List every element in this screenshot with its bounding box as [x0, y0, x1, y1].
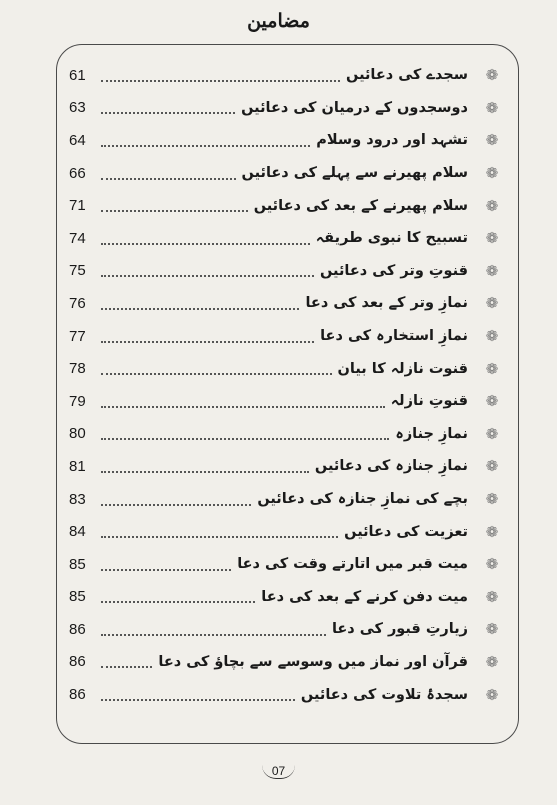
flower-ornament-icon: ❁	[485, 392, 499, 411]
toc-title: زیارتِ قبور کی دعا	[331, 621, 468, 638]
toc-title: نمازِ وتر کے بعد کی دعا	[305, 295, 468, 312]
dot-leader	[101, 372, 332, 375]
dot-leader	[101, 698, 295, 701]
dot-leader	[101, 111, 235, 114]
toc-page-number: 84	[69, 523, 86, 541]
toc-entry	[57, 581, 518, 614]
toc-title: تعزیت کی دعائیں	[344, 523, 468, 540]
toc-title: سلام پھیرنے سے پہلے کی دعائیں	[241, 165, 468, 182]
toc-page-number: 80	[69, 425, 86, 443]
dot-leader	[101, 144, 310, 147]
page-title: مضامین	[247, 10, 310, 32]
flower-ornament-icon: ❁	[485, 131, 499, 150]
toc-page-number: 64	[69, 131, 86, 149]
toc-title: نمازِ جنازہ کی دعائیں	[314, 458, 468, 475]
flower-ornament-icon: ❁	[485, 620, 499, 639]
toc-title: دوسجدوں کے درمیان کی دعائیں	[241, 99, 468, 116]
dot-leader	[101, 274, 314, 277]
dot-leader	[101, 470, 309, 473]
toc-title: قنوتِ نازلہ	[390, 393, 468, 410]
dot-leader	[101, 535, 338, 538]
page-number-footer	[0, 760, 557, 779]
toc-entry	[57, 418, 518, 451]
toc-entry	[57, 352, 518, 385]
flower-ornament-icon: ❁	[485, 457, 499, 476]
toc-page-number: 66	[69, 164, 86, 182]
dot-leader	[101, 340, 314, 343]
toc-entry	[57, 450, 518, 483]
toc-title: میت قبر میں اتارتے وقت کی دعا	[237, 556, 468, 573]
toc-title: میت دفن کرنے کے بعد کی دعا	[261, 588, 468, 605]
toc-page-number: 61	[69, 66, 86, 84]
flower-ornament-icon: ❁	[485, 359, 499, 378]
table-of-contents	[57, 59, 518, 711]
dot-leader	[101, 242, 310, 245]
toc-title: تسبیح کا نبوی طریقہ	[315, 230, 468, 247]
flower-ornament-icon: ❁	[485, 327, 499, 346]
toc-page-number: 76	[69, 294, 86, 312]
toc-frame	[56, 44, 519, 744]
toc-page-number: 77	[69, 327, 86, 345]
toc-entry	[57, 157, 518, 190]
toc-title: نمازِ جنازہ	[395, 425, 468, 442]
toc-title: سجدۂ تلاوت کی دعائیں	[300, 686, 468, 703]
dot-leader	[101, 209, 248, 212]
flower-ornament-icon: ❁	[485, 424, 499, 443]
flower-ornament-icon: ❁	[485, 490, 499, 509]
toc-entry	[57, 92, 518, 125]
flower-ornament-icon: ❁	[485, 522, 499, 541]
toc-page-number: 86	[69, 653, 86, 671]
toc-entry	[57, 385, 518, 418]
toc-title: قنوتِ وتر کی دعائیں	[319, 262, 468, 279]
page-number: 07	[262, 764, 295, 779]
flower-ornament-icon: ❁	[485, 229, 499, 248]
toc-entry	[57, 515, 518, 548]
toc-page-number: 83	[69, 490, 86, 508]
toc-page-number: 78	[69, 360, 86, 378]
toc-title: تشہد اور درود وسلام	[316, 132, 468, 149]
dot-leader	[101, 503, 251, 506]
dot-leader	[101, 307, 299, 310]
toc-entry	[57, 189, 518, 222]
flower-ornament-icon: ❁	[485, 685, 499, 704]
dot-leader	[101, 437, 389, 440]
toc-page-number: 74	[69, 229, 86, 247]
dot-leader	[101, 665, 152, 668]
toc-entry	[57, 678, 518, 711]
flower-ornament-icon: ❁	[485, 555, 499, 574]
toc-entry	[57, 255, 518, 288]
toc-entry	[57, 548, 518, 581]
toc-entry	[57, 59, 518, 92]
toc-entry	[57, 124, 518, 157]
dot-leader	[101, 600, 255, 603]
toc-page-number: 86	[69, 686, 86, 704]
toc-title: قرآن اور نماز میں وسوسے سے بچاؤ کی دعا	[158, 653, 468, 670]
toc-page-number: 63	[69, 99, 86, 117]
toc-page-number: 85	[69, 588, 86, 606]
toc-entry	[57, 613, 518, 646]
flower-ornament-icon: ❁	[485, 294, 499, 313]
flower-ornament-icon: ❁	[485, 587, 499, 606]
toc-page-number: 75	[69, 262, 86, 280]
flower-ornament-icon: ❁	[485, 652, 499, 671]
toc-entry	[57, 287, 518, 320]
toc-title: نمازِ استخارہ کی دعا	[320, 328, 468, 345]
toc-title: قنوت نازلہ کا بیان	[337, 360, 468, 377]
toc-title: سجدے کی دعائیں	[346, 67, 468, 84]
dot-leader	[101, 177, 236, 180]
flower-ornament-icon: ❁	[485, 261, 499, 280]
dot-leader	[101, 79, 340, 82]
toc-entry	[57, 646, 518, 679]
flower-ornament-icon: ❁	[485, 98, 499, 117]
toc-title: بچے کی نمازِ جنازہ کی دعائیں	[257, 491, 468, 508]
dot-leader	[101, 568, 231, 571]
toc-title: سلام پھیرنے کے بعد کی دعائیں	[253, 197, 468, 214]
dot-leader	[101, 405, 385, 408]
flower-ornament-icon: ❁	[485, 66, 499, 85]
toc-page-number: 85	[69, 555, 86, 573]
toc-entry	[57, 320, 518, 353]
dot-leader	[101, 633, 326, 636]
flower-ornament-icon: ❁	[485, 196, 499, 215]
toc-entry	[57, 222, 518, 255]
toc-page-number: 86	[69, 620, 86, 638]
flower-ornament-icon: ❁	[485, 164, 499, 183]
toc-entry	[57, 483, 518, 516]
toc-page-number: 79	[69, 392, 86, 410]
toc-page-number: 81	[69, 457, 86, 475]
toc-page-number: 71	[69, 197, 86, 215]
